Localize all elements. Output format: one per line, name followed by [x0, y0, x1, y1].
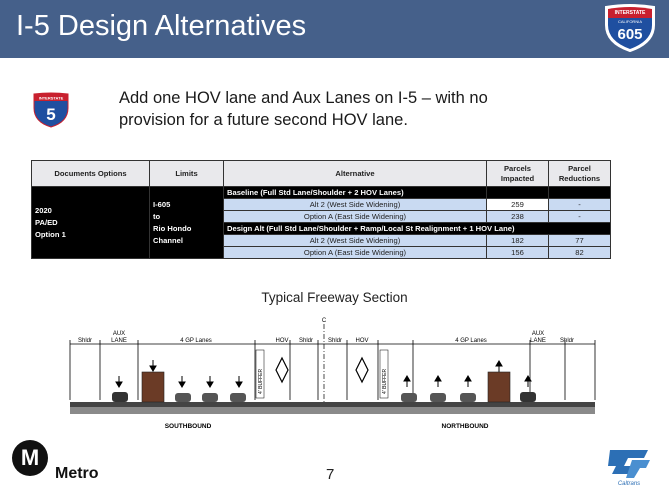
baseline-alt-2-parcels: 238 [487, 211, 549, 223]
interstate-5-shield-icon [32, 92, 70, 128]
caltrans-logo-icon [604, 446, 654, 486]
slide-title: I-5 Design Alternatives [16, 10, 307, 42]
label-southbound: SOUTHBOUND [164, 423, 212, 430]
design-alt-1-parcels: 182 [487, 235, 549, 247]
limits-line-1: I-605 [153, 199, 171, 209]
label-shldr-median-right: Shldr [327, 338, 343, 344]
label-hov-right: HOV [355, 338, 369, 344]
label-gp-lanes-right: 4 GP Lanes [455, 338, 487, 344]
shield-605-number: 605 [617, 26, 643, 43]
label-buffer-left: 4' BUFFER [258, 368, 264, 394]
label-shldr-median-left: Shldr [298, 338, 314, 344]
interstate-605-shield-icon [602, 3, 658, 53]
limits-line-4: Channel [153, 235, 183, 245]
header-parcel-reductions: Parcel Reductions [549, 161, 611, 187]
label-buffer-right: 4' BUFFER [382, 368, 388, 394]
metro-wordmark: Metro [55, 465, 99, 482]
table-header-row [32, 161, 611, 187]
design-alt-1: Alt 2 (West Side Widening) [224, 235, 487, 247]
label-aux-left-1: AUX [112, 331, 126, 337]
design-alt-2-parcels: 156 [487, 247, 549, 259]
page-number: 7 [326, 466, 335, 483]
baseline-band-reductions [549, 187, 611, 199]
label-gp-lanes-left: 4 GP Lanes [180, 338, 212, 344]
baseline-alt-1: Alt 2 (West Side Widening) [224, 199, 487, 211]
baseline-alt-1-reductions: - [549, 199, 611, 211]
shield-605-top-text: INTERSTATE [614, 10, 646, 16]
baseline-alt-1-parcels: 259 [487, 199, 549, 211]
documents-cell [32, 187, 150, 259]
header-documents-options: Documents Options [32, 161, 150, 187]
metro-logo-icon: M [12, 440, 48, 476]
limits-line-3: Rio Hondo [153, 223, 192, 233]
design-alt-1-reductions: 77 [549, 235, 611, 247]
limits-line-2: to [153, 211, 161, 221]
baseline-alt-2: Option A (East Side Widening) [224, 211, 487, 223]
section-title: Typical Freeway Section [261, 290, 408, 305]
shield-5-top-text: INTERSTATE [38, 95, 64, 101]
header-limits: Limits [150, 161, 224, 187]
header-parcels-impacted: Parcels Impacted [487, 161, 549, 187]
label-northbound: NORTHBOUND [441, 423, 489, 430]
baseline-label: Baseline (Full Std Lane/Shoulder + 2 HOV Lanes) [224, 187, 487, 199]
label-centerline: C [321, 318, 327, 324]
documents-type: PA/ED [35, 217, 58, 227]
shield-5-number: 5 [46, 105, 56, 124]
label-aux-right-2: LANE [530, 338, 546, 344]
documents-year: 2020 [35, 205, 52, 215]
freeway-cross-section-diagram [60, 314, 605, 436]
baseline-band-row [32, 187, 611, 199]
limits-cell [150, 187, 224, 259]
label-shldr-right: Shldr [559, 338, 575, 344]
label-aux-left-2: LANE [111, 338, 127, 344]
label-shldr-left: Shldr [77, 338, 93, 344]
documents-option: Option 1 [35, 229, 66, 239]
caltrans-wordmark: Caltrans [617, 481, 641, 486]
label-aux-right-1: AUX [531, 331, 545, 337]
baseline-alt-2-reductions: - [549, 211, 611, 223]
label-hov-left: HOV [275, 338, 289, 344]
baseline-band-parcels [487, 187, 549, 199]
alternatives-table [31, 160, 611, 259]
slide-subtitle: Add one HOV lane and Aux Lanes on I-5 – with no provision for a future second HOV lane. [119, 89, 488, 129]
slide-header [0, 0, 669, 58]
design-alt-2: Option A (East Side Widening) [224, 247, 487, 259]
design-label: Design Alt (Full Std Lane/Shoulder + Ramp/Local St Realignment + 1 HOV Lane) [224, 223, 611, 235]
header-alternative: Alternative [224, 161, 487, 187]
shield-605-state-text: CALIFORNIA [617, 19, 643, 24]
design-alt-2-reductions: 82 [549, 247, 611, 259]
